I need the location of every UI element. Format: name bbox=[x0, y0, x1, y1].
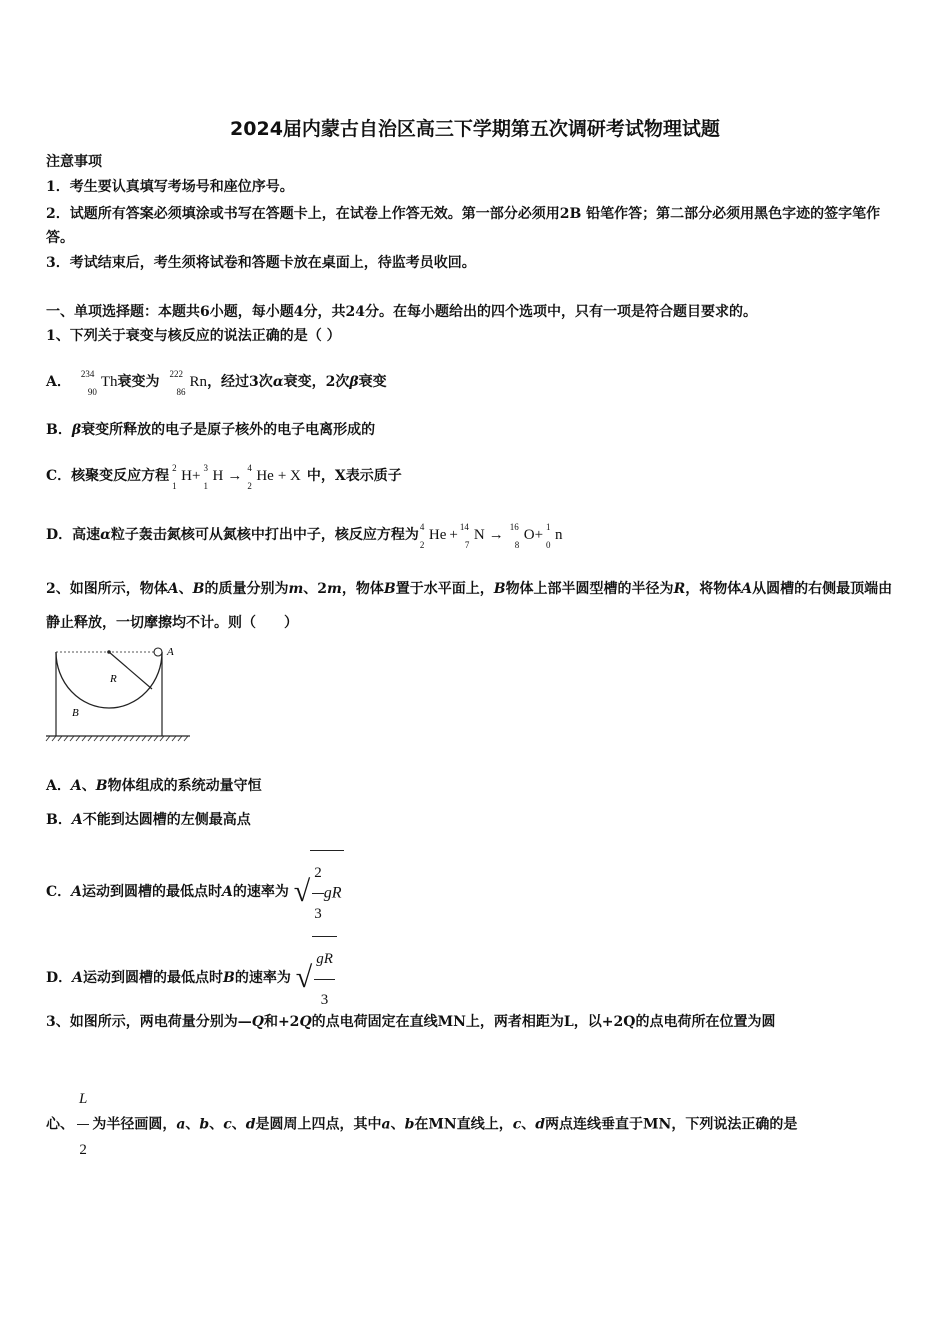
n-mass: 14 bbox=[459, 522, 469, 532]
var-a: A bbox=[71, 812, 83, 828]
rn-symbol: Rn bbox=[189, 374, 208, 390]
h3-z: 1 bbox=[203, 481, 208, 491]
q2-stem-part: 、 bbox=[178, 581, 193, 597]
plus-sign: + bbox=[449, 527, 458, 543]
he-mass: 4 bbox=[247, 463, 252, 473]
page-title: 2024届内蒙古自治区高三下学期第五次调研考试物理试题 bbox=[230, 118, 720, 140]
sqrt-expression bbox=[294, 850, 344, 934]
h3-mass: 3 bbox=[203, 463, 208, 473]
he-nuclide bbox=[247, 463, 274, 491]
sep: 、 bbox=[231, 1116, 246, 1133]
label-a: A bbox=[167, 646, 174, 658]
frac-num: L bbox=[77, 1074, 89, 1125]
var-a: A bbox=[70, 778, 82, 794]
alpha-symbol: α bbox=[272, 374, 284, 390]
ball-a bbox=[154, 648, 162, 656]
q2-d-label: D． bbox=[46, 970, 73, 986]
var-d: d bbox=[535, 1116, 546, 1133]
q2-stem-part: 2、如图所示，物体 bbox=[46, 581, 168, 597]
radon-nuclide bbox=[169, 369, 208, 397]
expr-gr: gR bbox=[323, 884, 342, 902]
plus-sign: + bbox=[192, 468, 201, 484]
var-m: m bbox=[327, 581, 342, 597]
q2-option-b bbox=[46, 810, 906, 830]
var-a: A bbox=[222, 884, 233, 900]
sqrt-expression bbox=[296, 936, 337, 1020]
rn-z: 86 bbox=[176, 387, 186, 397]
q3-stem-part: 3、如图所示，两电荷量分别为— bbox=[46, 1014, 252, 1030]
sep: 、 bbox=[185, 1116, 200, 1133]
neu-z: 0 bbox=[546, 540, 551, 550]
var-b: B bbox=[383, 581, 396, 597]
q2-a-text: 物体组成的系统动量守恒 bbox=[107, 778, 262, 794]
q1-b-text: 衰变所释放的电子是原子核外的电子电离形成的 bbox=[81, 422, 376, 438]
q1-a-mid: 衰变为 bbox=[117, 374, 160, 390]
q1-a-label: A． bbox=[46, 374, 71, 390]
frac-num: gR bbox=[314, 939, 335, 980]
frac-den: 3 bbox=[320, 992, 329, 1008]
q3-stem-line1 bbox=[46, 1012, 906, 1032]
n-nuclide bbox=[459, 522, 485, 550]
q2-stem-part: 、2 bbox=[303, 581, 328, 597]
plus-x: + X bbox=[277, 468, 301, 484]
q3-stem-part: 为半径画圆， bbox=[92, 1116, 177, 1133]
var-m: m bbox=[288, 581, 304, 597]
sep: 、 bbox=[390, 1116, 405, 1133]
q2-d-tail: 的速率为 bbox=[234, 970, 291, 986]
q1-b-label: B． bbox=[46, 422, 72, 438]
var-a: a bbox=[381, 1116, 391, 1133]
neu-symbol: n bbox=[555, 527, 563, 543]
h3-nuclide bbox=[203, 463, 224, 491]
q1-stem: 1、下列关于衰变与核反应的说法正确的是（ ） bbox=[46, 328, 341, 344]
var-c: c bbox=[223, 1116, 232, 1133]
h2-symbol: H bbox=[181, 468, 192, 484]
beta-symbol: β bbox=[349, 374, 359, 390]
q2-c-tail: 的速率为 bbox=[232, 884, 289, 900]
he-z: 2 bbox=[419, 540, 425, 550]
block-b bbox=[56, 652, 162, 736]
q1-d-label: D．高速 bbox=[46, 527, 101, 543]
plus-sign: + bbox=[534, 527, 544, 543]
q1-option-d bbox=[46, 522, 906, 550]
ground bbox=[46, 736, 190, 741]
var-q: Q bbox=[299, 1014, 312, 1030]
var-d: d bbox=[245, 1116, 256, 1133]
q2-stem-part: ，物体 bbox=[341, 581, 384, 597]
neutron-nuclide bbox=[546, 522, 563, 550]
var-a: a bbox=[176, 1116, 186, 1133]
q3-stem-part: 和+2 bbox=[263, 1014, 300, 1030]
var-b: b bbox=[404, 1116, 415, 1133]
h3-symbol: H bbox=[212, 468, 224, 484]
arrow-icon: → bbox=[488, 527, 504, 543]
q1-c-tail: 中，X表示质子 bbox=[306, 468, 402, 484]
q2-option-d bbox=[46, 936, 906, 1020]
n-z: 7 bbox=[464, 540, 470, 550]
sep: 、 bbox=[521, 1116, 536, 1133]
q1-a-tail1: ，经过3次 bbox=[207, 374, 273, 390]
q3-stem-part: 的点电荷固定在直线MN上，两者相距为L，以+2Q的点电荷所在位置为圆 bbox=[311, 1014, 776, 1030]
notice-item-2: 2．试题所有答案必须填涂或书写在答题卡上，在试卷上作答无效。第一部分必须用2B 铅笔作答；第二部分必须用黑色字迹的签字笔作答。 bbox=[46, 206, 881, 246]
notice-heading: 注意事项 bbox=[46, 154, 102, 170]
q3-stem-part: 两点连线垂直于MN，下列说法正确的是 bbox=[545, 1116, 798, 1133]
q2-b-label: B． bbox=[46, 812, 72, 828]
arrow-icon: → bbox=[227, 468, 243, 484]
semicircle-groove-figure bbox=[44, 644, 194, 744]
he-mass: 4 bbox=[419, 522, 425, 532]
q1-a-tail2: 衰变，2次 bbox=[283, 374, 350, 390]
frac-num: 2 bbox=[312, 853, 324, 894]
q2-a-sep: 、 bbox=[81, 778, 96, 794]
o-nuclide bbox=[509, 522, 535, 550]
var-r: R bbox=[673, 581, 686, 597]
he-symbol: He bbox=[256, 468, 274, 484]
th-symbol: Th bbox=[100, 374, 118, 390]
q2-d-mid: 运动到圆槽的最低点时 bbox=[83, 970, 224, 986]
radical-icon: √ bbox=[295, 961, 313, 994]
h2-mass: 2 bbox=[172, 463, 177, 473]
fraction bbox=[314, 939, 335, 1020]
h2-nuclide bbox=[172, 463, 192, 491]
q2-a-label: A． bbox=[46, 778, 71, 794]
q2-c-label: C． bbox=[46, 884, 72, 900]
var-a: A bbox=[71, 884, 83, 900]
var-b: B bbox=[223, 970, 235, 986]
fraction-l-over-2 bbox=[77, 1074, 89, 1175]
var-a: A bbox=[72, 970, 84, 986]
o-z: 8 bbox=[514, 540, 520, 550]
radical-icon: √ bbox=[293, 875, 311, 908]
label-b: B bbox=[72, 707, 79, 719]
q1-option-c bbox=[46, 463, 906, 491]
q2-stem-part: 从圆槽的右侧最顶端由静止释放，一切摩擦均不计。则（ ） bbox=[46, 581, 893, 631]
he-z: 2 bbox=[247, 481, 252, 491]
notice-item-3: 3．考试结束后，考生须将试卷和答题卡放在桌面上，待监考员收回。 bbox=[46, 255, 476, 271]
n-symbol: N bbox=[473, 527, 485, 543]
he-symbol: He bbox=[428, 527, 447, 543]
alpha-symbol: α bbox=[100, 527, 111, 543]
var-c: c bbox=[512, 1116, 522, 1133]
q2-stem-part: ，将物体 bbox=[685, 581, 742, 597]
q1-option-a bbox=[46, 369, 906, 397]
var-b: B bbox=[192, 581, 205, 597]
o-symbol: O bbox=[523, 527, 535, 543]
fraction bbox=[312, 853, 324, 934]
var-b: b bbox=[199, 1116, 210, 1133]
frac-den: 2 bbox=[79, 1142, 87, 1158]
q3-stem-part: 在MN直线上， bbox=[414, 1116, 513, 1133]
q1-a-tail3: 衰变 bbox=[358, 374, 387, 390]
var-a: A bbox=[741, 581, 753, 597]
q3-stem-line2 bbox=[46, 1074, 906, 1175]
o-mass: 16 bbox=[509, 522, 519, 532]
q1-option-b bbox=[46, 420, 906, 440]
center-point bbox=[107, 650, 111, 654]
he-nuclide bbox=[419, 522, 447, 550]
var-q: Q bbox=[251, 1014, 264, 1030]
q3-stem-part: 是圆周上四点，其中 bbox=[255, 1116, 382, 1133]
sep: 、 bbox=[209, 1116, 224, 1133]
q2-stem-part: 置于水平面上， bbox=[395, 581, 494, 597]
q1-c-label: C．核聚变反应方程 bbox=[46, 468, 170, 484]
q2-c-mid: 运动到圆槽的最低点时 bbox=[82, 884, 223, 900]
th-mass: 234 bbox=[80, 369, 95, 379]
h2-z: 1 bbox=[172, 481, 177, 491]
var-b: B bbox=[95, 778, 108, 794]
q2-b-text: 不能到达圆槽的左侧最高点 bbox=[82, 812, 251, 828]
th-z: 90 bbox=[87, 387, 97, 397]
rn-mass: 222 bbox=[169, 369, 184, 379]
beta-symbol: β bbox=[71, 422, 82, 438]
neu-mass: 1 bbox=[546, 522, 551, 532]
var-b: B bbox=[493, 581, 506, 597]
q2-option-a bbox=[46, 776, 906, 796]
label-r: R bbox=[110, 673, 117, 685]
var-a: A bbox=[167, 581, 179, 597]
q2-stem-part: 的质量分别为 bbox=[204, 581, 289, 597]
q3-stem-part: 心、 bbox=[46, 1116, 74, 1133]
frac-den: 3 bbox=[314, 906, 322, 922]
section-heading: 一、单项选择题：本题共6小题，每小题4分，共24分。在每小题给出的四个选项中，只有一项是符合题目要求的。 bbox=[46, 304, 757, 320]
q2-option-c bbox=[46, 850, 906, 934]
q2-stem-part: 物体上部半圆型槽的半径为 bbox=[505, 581, 674, 597]
q2-stem bbox=[46, 572, 906, 640]
q1-d-mid: 粒子轰击氮核可从氮核中打出中子，核反应方程为 bbox=[110, 527, 419, 543]
thorium-nuclide bbox=[80, 369, 118, 397]
notice-item-1: 1．考生要认真填写考场号和座位序号。 bbox=[46, 179, 294, 195]
